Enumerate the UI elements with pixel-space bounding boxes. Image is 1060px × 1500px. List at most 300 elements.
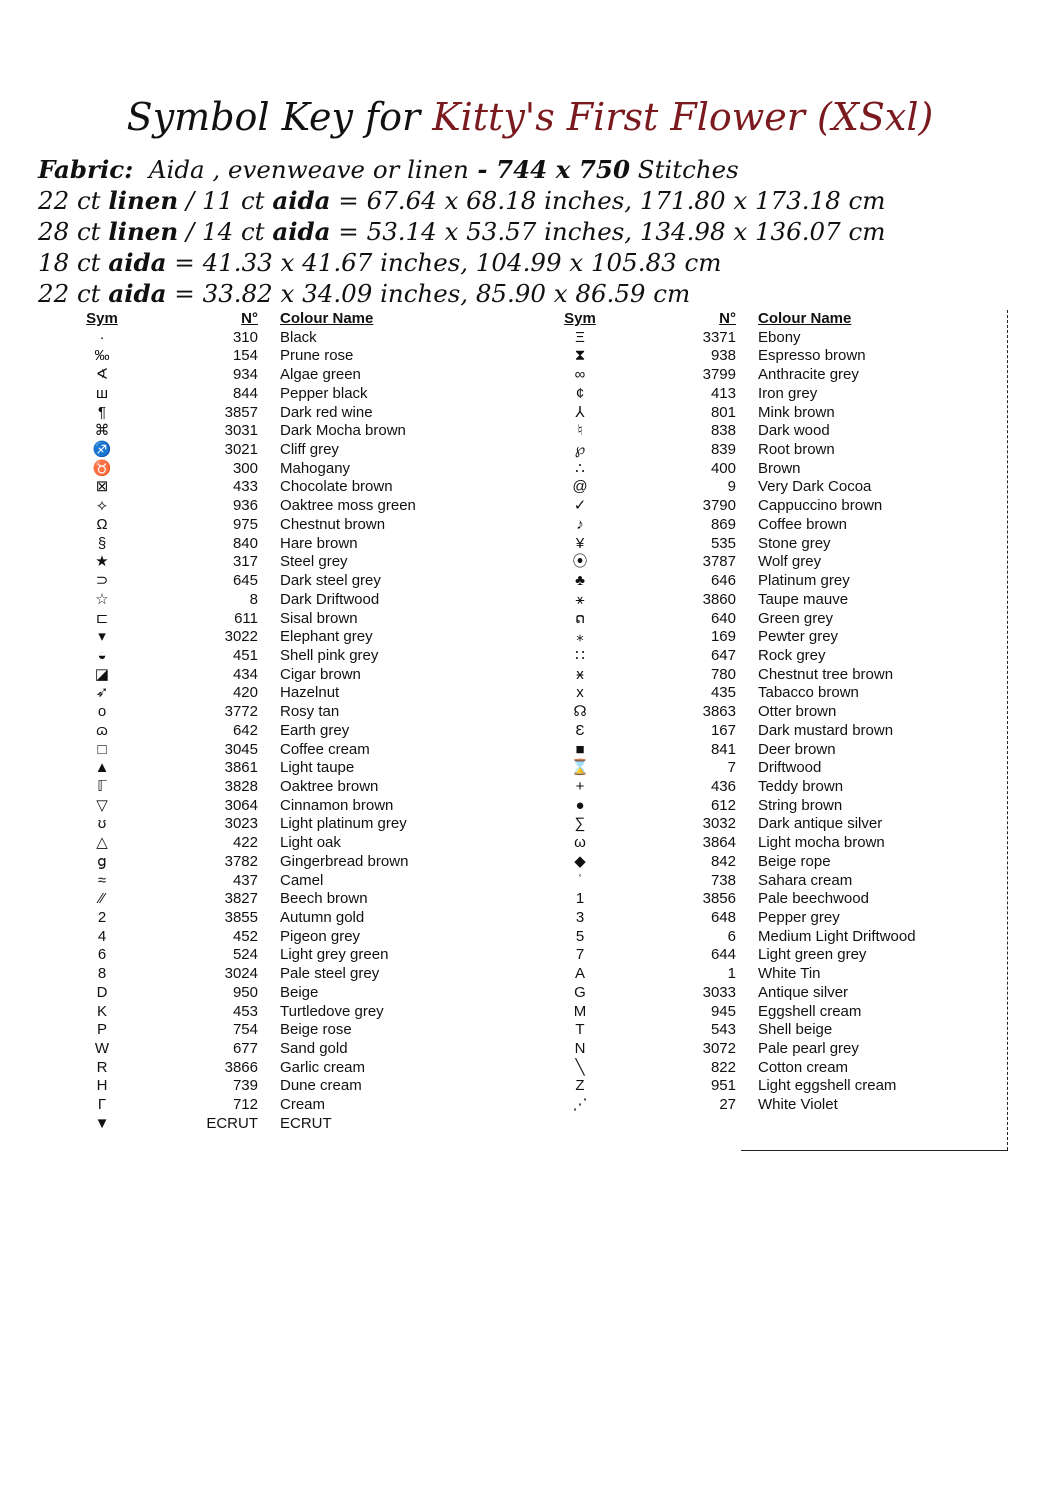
stitch-symbol: · — [99, 328, 105, 346]
colour-name: Stone grey — [758, 534, 831, 552]
colour-name: Prune rose — [280, 347, 354, 365]
stitch-symbol: D — [96, 983, 108, 1001]
colour-name: Dark antique silver — [758, 815, 883, 833]
colour-name: Beech brown — [280, 890, 368, 908]
colour-name: Deer brown — [758, 740, 836, 758]
key-row — [40, 422, 532, 441]
stitch-symbol: ◪ — [94, 665, 110, 683]
stitch-symbol: A — [574, 965, 585, 983]
colour-name: Pale pearl grey — [758, 1040, 859, 1058]
fabric-info — [38, 154, 1028, 309]
thread-number: 738 — [710, 871, 736, 889]
key-row — [40, 965, 532, 984]
stitch-symbol: ≈ — [97, 871, 107, 889]
thread-number: 951 — [710, 1077, 736, 1095]
key-row — [518, 666, 1010, 685]
colour-name: Dark steel grey — [280, 572, 381, 590]
key-row — [40, 1059, 532, 1078]
stitch-symbol: ℘ — [574, 441, 586, 459]
thread-number: 8 — [249, 590, 258, 608]
thread-number: 543 — [710, 1021, 736, 1039]
thread-number: 452 — [232, 927, 258, 945]
column-header-row — [518, 310, 1010, 329]
stitch-symbol: ⌛ — [570, 759, 590, 777]
key-row — [518, 872, 1010, 891]
thread-number: 3021 — [224, 441, 258, 459]
key-row — [40, 610, 532, 629]
stitch-symbol: ‰ — [94, 347, 110, 365]
key-row — [518, 610, 1010, 629]
colour-name: Cream — [280, 1096, 326, 1114]
thread-number: 840 — [232, 534, 258, 552]
stitch-symbol: △ — [96, 834, 108, 852]
thread-number: 646 — [710, 572, 736, 590]
thread-number: 167 — [710, 721, 736, 739]
key-row — [518, 497, 1010, 516]
thread-number: 3860 — [702, 590, 736, 608]
colour-name: Light oak — [280, 834, 341, 852]
column-header-row — [40, 310, 532, 329]
stitch-symbol: ♉ — [92, 459, 112, 477]
key-row — [40, 460, 532, 479]
stitch-symbol: 4 — [97, 927, 107, 945]
colour-name: Tabacco brown — [758, 684, 859, 702]
key-row — [40, 535, 532, 554]
thread-number: 975 — [232, 515, 258, 533]
stitch-symbol: ♣ — [575, 572, 585, 590]
key-row — [518, 553, 1010, 572]
stitch-symbol: ● — [575, 796, 585, 814]
colour-name: Steel grey — [280, 553, 348, 571]
stitch-symbol: ⊠ — [95, 478, 109, 496]
colour-name: Camel — [280, 871, 324, 889]
colour-name: Espresso brown — [758, 347, 866, 365]
thread-number: 300 — [232, 459, 258, 477]
thread-number: 535 — [710, 534, 736, 552]
colour-name: Green grey — [758, 609, 834, 627]
key-row — [40, 684, 532, 703]
key-row — [40, 778, 532, 797]
key-row — [40, 628, 532, 647]
colour-name: Sahara cream — [758, 871, 853, 889]
thread-number: 3855 — [224, 909, 258, 926]
key-row — [40, 759, 532, 778]
colour-name: Earth grey — [280, 721, 350, 739]
thread-number: 154 — [232, 347, 258, 365]
key-row — [40, 872, 532, 891]
key-row — [518, 684, 1010, 703]
stitch-symbol: o — [97, 703, 107, 721]
stitch-symbol: ш — [95, 384, 109, 402]
colour-name: Chocolate brown — [280, 478, 393, 496]
key-row — [40, 984, 532, 1003]
thread-number: 3864 — [702, 834, 736, 852]
stitch-symbol: ♮ — [577, 422, 583, 440]
stitch-symbol: ♪ — [576, 515, 584, 533]
colour-name: Driftwood — [758, 759, 822, 777]
key-row — [518, 797, 1010, 816]
colour-name: Mahogany — [280, 459, 351, 477]
stitch-count: 744 x 750 — [496, 155, 630, 184]
key-row — [518, 404, 1010, 423]
thread-number: 3866 — [224, 1058, 258, 1076]
thread-number: 310 — [232, 328, 258, 346]
thread-number: 3772 — [224, 703, 258, 721]
stitch-symbol: + — [575, 777, 585, 795]
key-row — [518, 535, 1010, 554]
colour-name: Dark Mocha brown — [280, 422, 406, 440]
stitch-symbol: ɷ — [96, 721, 108, 739]
stitch-symbol: H — [96, 1077, 108, 1095]
colour-name: Eggshell cream — [758, 1002, 862, 1020]
thread-number: 3371 — [702, 328, 736, 346]
thread-number: 27 — [719, 1096, 736, 1114]
colour-name: Ebony — [758, 328, 801, 346]
colour-name: Hare brown — [280, 534, 358, 552]
thread-number: 780 — [710, 665, 736, 683]
colour-name-header: Colour Name — [280, 310, 374, 327]
title-pattern-name: Kitty's First Flower (XSxl) — [432, 95, 934, 139]
right-border-line — [1007, 310, 1008, 1150]
size-line — [38, 278, 1028, 309]
key-row — [518, 385, 1010, 404]
size-count-alt: 11 ct — [202, 186, 265, 215]
stitch-symbol: □ — [97, 740, 107, 758]
key-row — [518, 478, 1010, 497]
colour-name: Light mocha brown — [758, 834, 885, 852]
key-row — [40, 853, 532, 872]
thread-number: 437 — [232, 871, 258, 889]
key-row — [40, 797, 532, 816]
stitch-symbol: 1 — [575, 890, 585, 908]
stitch-symbol: T — [575, 1021, 585, 1039]
key-row — [40, 478, 532, 497]
stitch-symbol: ✓ — [573, 497, 587, 515]
thread-number: 647 — [710, 646, 736, 664]
stitch-symbol: 3 — [575, 909, 585, 926]
thread-number: 844 — [232, 384, 258, 402]
thread-number: 3064 — [224, 796, 258, 814]
stitch-symbol: 8 — [97, 965, 107, 983]
stitch-symbol: ⅄ — [575, 403, 585, 421]
key-row — [40, 722, 532, 741]
colour-name: Coffee cream — [280, 740, 370, 758]
thread-number: 869 — [710, 515, 736, 533]
key-row — [40, 516, 532, 535]
colour-name: Pepper grey — [758, 909, 840, 926]
thread-number: 754 — [232, 1021, 258, 1039]
key-row — [518, 1003, 1010, 1022]
thread-number: 453 — [232, 1002, 258, 1020]
thread-number: 934 — [232, 366, 258, 384]
thread-number: 950 — [232, 983, 258, 1001]
stitch-symbol: ╲ — [575, 1058, 585, 1076]
stitch-symbol: Γ — [97, 1096, 107, 1114]
size-fabric: aida — [108, 279, 167, 308]
colour-name: Taupe mauve — [758, 590, 849, 608]
key-row — [40, 572, 532, 591]
key-row — [40, 834, 532, 853]
colour-name: Light platinum grey — [280, 815, 407, 833]
stitch-symbol: ◒ — [97, 646, 107, 664]
size-count: 28 ct — [38, 217, 101, 246]
key-row — [40, 928, 532, 947]
stitch-symbol: ¶ — [97, 403, 107, 421]
colour-name: Mink brown — [758, 403, 835, 421]
stitch-symbol: ⁎ — [576, 628, 584, 646]
thread-number: 677 — [232, 1040, 258, 1058]
key-row — [40, 441, 532, 460]
colour-name-header: Colour Name — [758, 310, 852, 327]
stitch-symbol: ¥ — [575, 534, 585, 552]
stitch-symbol: ⊏ — [95, 609, 109, 627]
stitch-symbol: 2 — [97, 909, 107, 926]
colour-name: Antique silver — [758, 983, 849, 1001]
colour-name: Iron grey — [758, 384, 818, 402]
fabric-types: Aida , evenweave or linen — [148, 155, 469, 184]
colour-name: Chestnut tree brown — [758, 665, 894, 683]
stitch-symbol: ⦿ — [572, 553, 588, 571]
stitch-symbol: G — [574, 983, 586, 1001]
key-row — [40, 497, 532, 516]
stitch-symbol: ∞ — [574, 366, 586, 384]
size-count: 22 ct — [38, 279, 101, 308]
stitch-symbol: ▼ — [94, 1114, 110, 1132]
thread-number: 3827 — [224, 890, 258, 908]
thread-number: 640 — [710, 609, 736, 627]
colour-name: Cigar brown — [280, 665, 361, 683]
key-row — [518, 516, 1010, 535]
size-count-alt: 14 ct — [202, 217, 265, 246]
stitch-symbol: ց — [97, 852, 107, 870]
key-row — [40, 946, 532, 965]
key-row — [518, 366, 1010, 385]
colour-name: Brown — [758, 459, 801, 477]
size-dimensions: = 67.64 x 68.18 inches, 171.80 x 173.18 cm — [330, 186, 886, 215]
size-line — [38, 216, 1028, 247]
stitch-symbol: ʊ — [97, 815, 107, 833]
colour-name: Dark mustard brown — [758, 721, 894, 739]
thread-number: 524 — [232, 946, 258, 964]
stitch-symbol: ∴ — [575, 459, 585, 477]
size-slash: / — [178, 217, 202, 246]
key-row — [40, 553, 532, 572]
fabric-line — [38, 154, 1028, 185]
stitch-symbol: N — [574, 1040, 586, 1058]
stitch-symbol: ʿ — [577, 871, 583, 889]
thread-number: 3863 — [702, 703, 736, 721]
thread-number: 936 — [232, 497, 258, 515]
thread-number: 451 — [232, 646, 258, 664]
size-dimensions: = 33.82 x 34.09 inches, 85.90 x 86.59 cm — [166, 279, 691, 308]
key-row — [518, 460, 1010, 479]
colour-name: Dark red wine — [280, 403, 373, 421]
stitch-symbol: ⁄⁄ — [99, 890, 105, 908]
key-row — [40, 1077, 532, 1096]
key-row — [518, 815, 1010, 834]
thread-number: ECRUT — [206, 1114, 258, 1132]
thread-number: 642 — [232, 721, 258, 739]
stitch-symbol: ☆ — [95, 590, 109, 608]
size-count: 18 ct — [38, 248, 101, 277]
stitch-symbol: 5 — [575, 927, 585, 945]
thread-number: 3022 — [224, 628, 258, 646]
thread-number: 169 — [710, 628, 736, 646]
key-row — [518, 853, 1010, 872]
sym-header: Sym — [564, 310, 596, 327]
thread-number: 945 — [710, 1002, 736, 1020]
colour-name: Cliff grey — [280, 441, 339, 459]
fabric-separator: - — [468, 155, 497, 184]
colour-name: Light green grey — [758, 946, 867, 964]
thread-number: 712 — [232, 1096, 258, 1114]
stitch-symbol: ⚹ — [575, 590, 585, 608]
stitch-symbol: W — [94, 1040, 110, 1058]
stitch-symbol: M — [573, 1002, 587, 1020]
key-row — [518, 329, 1010, 348]
colour-name: Shell pink grey — [280, 646, 379, 664]
colour-name: Cinnamon brown — [280, 796, 394, 814]
colour-name: Black — [280, 328, 317, 346]
colour-name: Light taupe — [280, 759, 355, 777]
key-row — [518, 778, 1010, 797]
thread-number: 645 — [232, 572, 258, 590]
key-row — [40, 1003, 532, 1022]
thread-number: 434 — [232, 665, 258, 683]
thread-number: 7 — [727, 759, 736, 777]
colour-name: White Tin — [758, 965, 821, 983]
stitch-symbol: ω — [574, 834, 586, 852]
stitches-word: Stitches — [637, 155, 739, 184]
colour-name: Beige — [280, 983, 319, 1001]
thread-number: 839 — [710, 441, 736, 459]
thread-number: 9 — [727, 478, 736, 496]
key-row — [40, 404, 532, 423]
stitch-symbol: Ω — [96, 515, 108, 533]
stitch-symbol: ▲ — [94, 759, 110, 777]
size-count: 22 ct — [38, 186, 101, 215]
number-header: N° — [719, 310, 736, 327]
thread-number: 3857 — [224, 403, 258, 421]
colour-name: Wolf grey — [758, 553, 822, 571]
key-row — [518, 628, 1010, 647]
key-row — [40, 890, 532, 909]
key-row — [518, 834, 1010, 853]
thread-number: 739 — [232, 1077, 258, 1095]
key-row — [518, 422, 1010, 441]
key-row — [518, 759, 1010, 778]
key-row — [518, 1077, 1010, 1096]
key-row — [518, 890, 1010, 909]
size-fabric: aida — [108, 248, 167, 277]
key-row — [518, 347, 1010, 366]
key-row — [518, 722, 1010, 741]
thread-number: 6 — [727, 927, 736, 945]
colour-name: Platinum grey — [758, 572, 850, 590]
colour-name: Oaktree brown — [280, 777, 379, 795]
key-row — [40, 385, 532, 404]
key-row — [40, 591, 532, 610]
stitch-symbol: ■ — [575, 740, 585, 758]
size-slash: / — [178, 186, 202, 215]
colour-name: Cappuccino brown — [758, 497, 883, 515]
key-row — [40, 815, 532, 834]
thread-number: 3033 — [702, 983, 736, 1001]
thread-number: 611 — [234, 609, 258, 627]
thread-number: 3799 — [702, 366, 736, 384]
thread-number: 841 — [710, 740, 736, 758]
colour-name: Otter brown — [758, 703, 837, 721]
thread-number: 822 — [710, 1058, 736, 1076]
thread-number: 3861 — [224, 759, 258, 777]
stitch-symbol: ⟡ — [97, 497, 107, 515]
stitch-symbol: ¢ — [575, 384, 585, 402]
key-row — [40, 1115, 532, 1134]
colour-name: Light eggshell cream — [758, 1077, 897, 1095]
colour-name: Pale steel grey — [280, 965, 380, 983]
key-row — [40, 741, 532, 760]
size-line — [38, 247, 1028, 278]
key-row — [518, 965, 1010, 984]
key-row — [518, 572, 1010, 591]
colour-name: Rock grey — [758, 646, 826, 664]
colour-name: Teddy brown — [758, 777, 844, 795]
stitch-symbol: ★ — [95, 553, 109, 571]
colour-name: Dune cream — [280, 1077, 362, 1095]
key-row — [40, 347, 532, 366]
size-fabric: linen — [108, 217, 179, 246]
key-row — [518, 741, 1010, 760]
stitch-symbol: ∷ — [575, 646, 585, 664]
colour-name: Shell beige — [758, 1021, 833, 1039]
stitch-symbol: ດ — [574, 609, 586, 627]
stitch-symbol: 7 — [575, 946, 585, 964]
size-dimensions: = 41.33 x 41.67 inches, 104.99 x 105.83 cm — [166, 248, 722, 277]
stitch-symbol: ⊃ — [95, 572, 109, 590]
stitch-symbol: R — [96, 1058, 108, 1076]
key-row — [40, 366, 532, 385]
size-fabric: linen — [108, 186, 179, 215]
colour-name: Medium Light Driftwood — [758, 927, 916, 945]
colour-name: String brown — [758, 796, 843, 814]
stitch-symbol: K — [96, 1002, 107, 1020]
thread-number: 422 — [232, 834, 258, 852]
key-row — [518, 1040, 1010, 1059]
stitch-symbol: ▾ — [98, 628, 106, 646]
colour-name: Dark Driftwood — [280, 590, 380, 608]
thread-number: 413 — [710, 384, 736, 402]
thread-number: 3828 — [224, 777, 258, 795]
key-row — [518, 1021, 1010, 1040]
stitch-symbol: @ — [572, 478, 588, 496]
thread-number: 436 — [710, 777, 736, 795]
stitch-symbol: ӿ — [576, 665, 584, 683]
thread-number: 842 — [710, 852, 736, 870]
colour-name: Cotton cream — [758, 1058, 849, 1076]
stitch-symbol: P — [96, 1021, 107, 1039]
stitch-symbol: ⋰ — [572, 1096, 588, 1114]
number-header: N° — [241, 310, 258, 327]
symbol-key-right-column — [518, 310, 1010, 1115]
thread-number: 3045 — [224, 740, 258, 758]
colour-name: Dark wood — [758, 422, 830, 440]
colour-name: Sisal brown — [280, 609, 358, 627]
colour-name: Coffee brown — [758, 515, 847, 533]
thread-number: 420 — [232, 684, 258, 702]
colour-name: Pale beechwood — [758, 890, 869, 908]
thread-number: 317 — [232, 553, 258, 571]
key-row — [40, 703, 532, 722]
